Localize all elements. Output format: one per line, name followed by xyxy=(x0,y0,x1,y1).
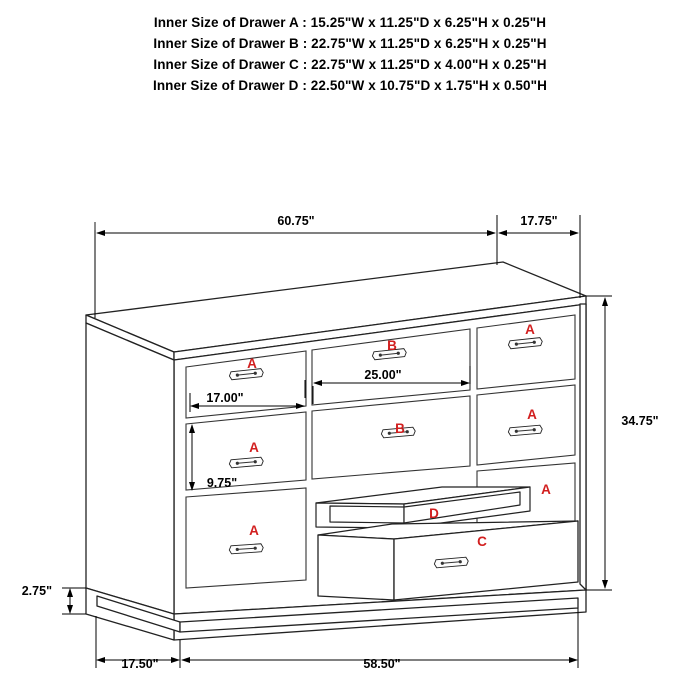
spec-line-d: Inner Size of Drawer D : 22.50"W x 10.75"D x 1.75"H x 0.50"H xyxy=(152,78,548,93)
cabinet-right-edge xyxy=(580,304,586,590)
letter-d1: D xyxy=(429,506,439,521)
letter-b1: B xyxy=(387,338,397,353)
spec-line-a: Inner Size of Drawer A : 15.25"W x 11.25"D x 6.25"H x 0.25"H xyxy=(153,15,547,30)
drawer-front-a2[interactable] xyxy=(186,412,306,490)
cabinet-left-side xyxy=(86,323,174,614)
drawer-d-inner-left xyxy=(330,506,404,523)
label-drawer-a-height: 9.75" xyxy=(206,476,238,490)
label-drawer-b-width: 25.00" xyxy=(364,368,402,382)
letter-a4: A xyxy=(527,407,537,422)
letter-a6: A xyxy=(541,482,551,497)
label-right-height: 34.75" xyxy=(621,414,659,428)
letter-c1: C xyxy=(477,534,487,549)
letter-a3: A xyxy=(525,322,535,337)
label-drawer-a-width: 17.00" xyxy=(206,391,244,405)
spec-line-b: Inner Size of Drawer B : 22.75"W x 11.25"D x 6.25"H x 0.25"H xyxy=(153,36,547,51)
letter-b2: B xyxy=(395,421,405,436)
letter-a1: A xyxy=(247,356,257,371)
spec-line-c: Inner Size of Drawer C : 22.75"W x 11.25"D x 4.00"H x 0.25"H xyxy=(153,57,547,72)
label-base-width: 58.50" xyxy=(363,657,401,671)
drawer-front-a4[interactable] xyxy=(477,385,575,465)
letter-a2: A xyxy=(249,440,259,455)
label-base-height: 2.75" xyxy=(21,584,52,598)
letter-a5: A xyxy=(249,523,259,538)
drawer-front-a5[interactable] xyxy=(186,488,306,588)
label-top-depth: 17.75" xyxy=(520,214,558,228)
drawer-c-left-side xyxy=(318,535,394,600)
label-top-width: 60.75" xyxy=(277,214,315,228)
label-base-depth: 17.50" xyxy=(121,657,159,671)
